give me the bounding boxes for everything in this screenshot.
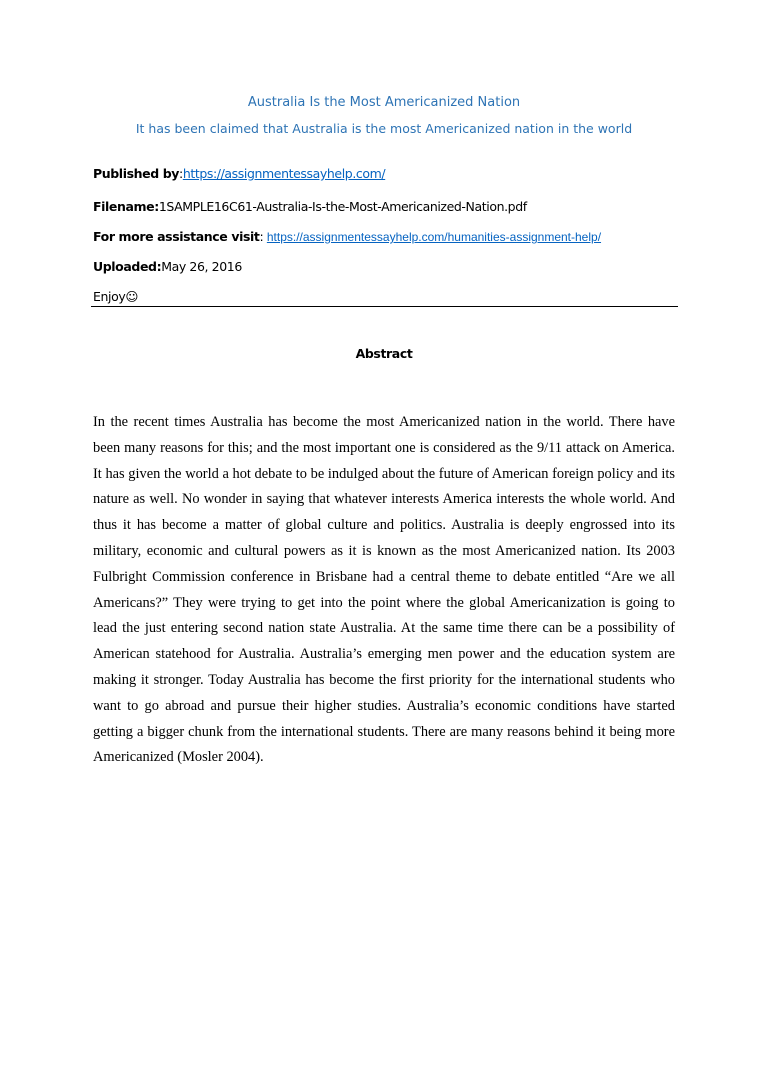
filename-label: Filename: — [93, 199, 159, 214]
assistance-link[interactable]: https://assignmentessayhelp.com/humanities-assignment-help/ — [266, 230, 602, 244]
assistance-line — [93, 229, 601, 244]
abstract-heading: Abstract — [355, 346, 413, 361]
smiley-icon: ☺ — [125, 289, 138, 304]
document-subtitle: It has been claimed that Australia is the most Americanized nation in the world — [135, 121, 633, 136]
assistance-label: For more assistance visit — [93, 229, 260, 244]
published-by-separator: : — [179, 166, 183, 181]
filename-line — [93, 199, 527, 214]
enjoy-text: Enjoy — [93, 289, 126, 304]
assistance-separator: : — [259, 229, 264, 244]
uploaded-line — [93, 259, 242, 274]
published-by-line — [93, 166, 385, 181]
enjoy-line — [93, 289, 138, 304]
published-by-label: Published by — [93, 166, 179, 181]
uploaded-value: May 26, 2016 — [161, 259, 242, 274]
uploaded-label: Uploaded: — [93, 259, 162, 274]
abstract-body: In the recent times Australia has become the most Americanized nation in the world. There have been many reasons for this; and the most important one is considered as the 9/11 attack on America. It has given the world a hot debate to be indulged about the future of American foreign policy and its nature as well. No wonder in saying that whatever interests America interests the whole world. And thus it has become a matter of global culture and politics. Australia is deeply engrossed into its military, economic and cultural powers as it is known as the most Americanized nation. Its 2003 Fulbright Commission conference in Brisbane had a central theme to debate entitled “Are we all Americans?” They were trying to get into the point where the global Americanization is going to lead the just entering second nation state Australia. At the same time there can be a possibility of American statehood for Australia. Australia’s emerging men power and the education system are making it stronger. Today Australia has become the first priority for the international students who want to go abroad and pursue their higher studies. Australia’s economic conditions have started getting a bigger chunk from the international students. There are many reasons behind it being more Americanized (Mosler 2004). — [93, 414, 675, 766]
published-by-link[interactable]: https://assignmentessayhelp.com/ — [182, 166, 386, 181]
document-title: Australia Is the Most Americanized Nation — [247, 95, 521, 110]
filename-value: 1SAMPLE16C61-Australia-Is-the-Most-Americanized-Nation.pdf — [158, 199, 527, 214]
header-divider — [91, 306, 678, 307]
